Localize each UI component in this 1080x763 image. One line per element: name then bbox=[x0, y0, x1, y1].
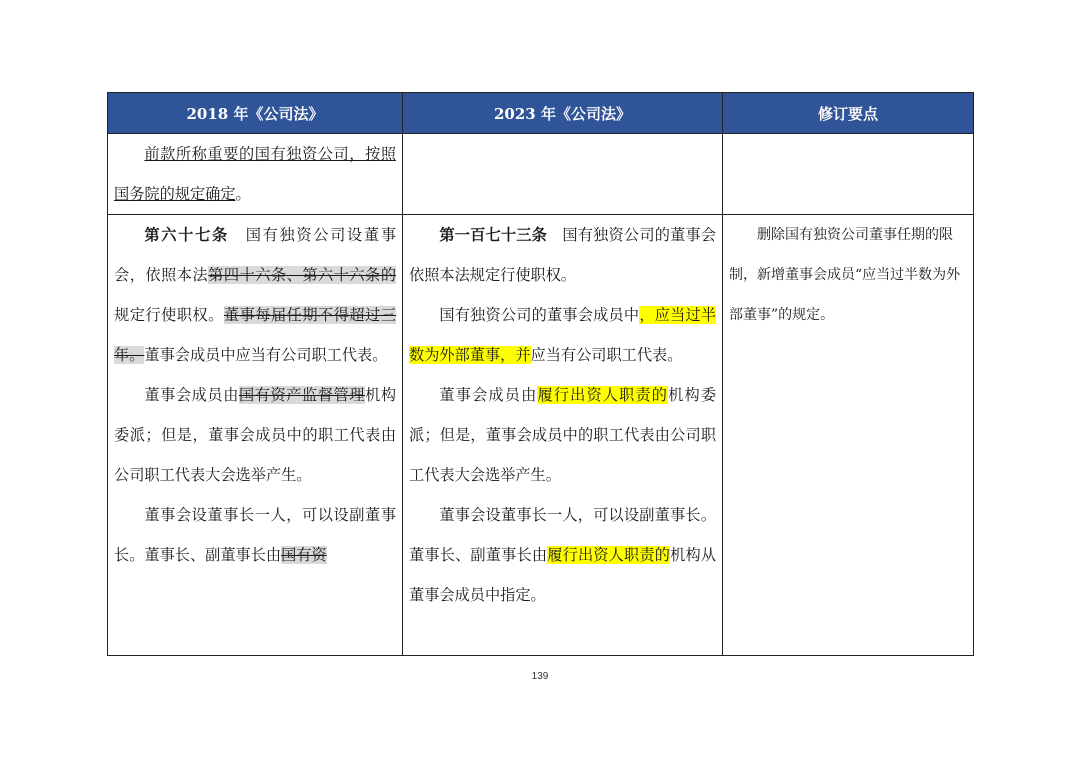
table-row bbox=[108, 134, 974, 215]
cell-revision bbox=[723, 215, 974, 656]
cell-2018 bbox=[108, 215, 403, 656]
deleted-text: 国有资 bbox=[281, 546, 327, 564]
text: 应当有公司职工代表。 bbox=[530, 346, 683, 364]
paragraph bbox=[114, 134, 396, 214]
text: 董事会成员由 bbox=[439, 386, 538, 404]
table-header-row bbox=[108, 93, 974, 134]
text: 机构委派；但是，董事会成员中的职工代表由公司职工代表大会选举产生。 bbox=[114, 386, 397, 484]
page-number: 139 bbox=[531, 671, 549, 682]
paragraph bbox=[409, 215, 716, 295]
text: 机构委派；但是，董事会成员中的职工代表由公司职工代表大会选举产生。 bbox=[409, 386, 717, 484]
underlined-text: 前款所称重要的国有独资公司， bbox=[144, 145, 366, 163]
paragraph bbox=[409, 495, 716, 615]
text: 董事会成员中应当有公司职工代表。 bbox=[144, 346, 388, 364]
paragraph bbox=[114, 215, 396, 375]
deleted-text: 第四十六条、第六十六条的 bbox=[208, 266, 397, 284]
comparison-table bbox=[107, 92, 974, 656]
underlined-text: 按照国务院的规定确定 bbox=[114, 145, 397, 203]
paragraph bbox=[114, 375, 396, 495]
highlighted-text: ，应当过半数为外部董事，并 bbox=[409, 306, 717, 364]
text: 。 bbox=[235, 185, 251, 203]
text: 规定行使职权。 bbox=[114, 306, 224, 324]
text: 董事会设董事长一人，可以设副董事长。董事长、副董事长由 bbox=[114, 506, 396, 564]
cell-2018 bbox=[108, 134, 403, 215]
article-number: 第一百七十三条 bbox=[439, 226, 548, 244]
table-row bbox=[108, 215, 974, 656]
deleted-text: 国有资产监督管理 bbox=[238, 386, 366, 404]
text: 国有独资公司的董事会依照本法规定行使职权。 bbox=[409, 226, 717, 284]
text: 国有独资公司设董事会，依照本法 bbox=[114, 226, 397, 284]
text: 国有独资公司的董事会成员中 bbox=[439, 306, 640, 324]
header-2023: 2023 年《公司法》 bbox=[403, 93, 723, 134]
text: 董事会成员由 bbox=[144, 386, 239, 404]
cell-revision bbox=[723, 134, 974, 215]
highlighted-text: 履行出资人职责的 bbox=[547, 546, 671, 564]
highlighted-text: 履行出资人职责的 bbox=[537, 386, 669, 404]
header-2018: 2018 年《公司法》 bbox=[108, 93, 403, 134]
text: 机构从董事会成员中指定。 bbox=[409, 546, 717, 604]
header-revision-points: 修订要点 bbox=[723, 93, 974, 134]
text: 董事会设董事长一人，可以设副董事长。董事长、副董事长由 bbox=[409, 506, 716, 564]
deleted-text: 董事每届任期不得超过三年。 bbox=[114, 306, 397, 364]
cell-2023 bbox=[403, 215, 723, 656]
paragraph bbox=[409, 375, 716, 495]
cell-2023 bbox=[403, 134, 723, 215]
paragraph bbox=[409, 295, 716, 375]
revision-note: 删除国有独资公司董事任期的限制，新增董事会成员“应当过半数为外部董事”的规定。 bbox=[729, 227, 961, 323]
article-number: 第六十七条 bbox=[144, 226, 229, 244]
paragraph bbox=[114, 495, 396, 575]
